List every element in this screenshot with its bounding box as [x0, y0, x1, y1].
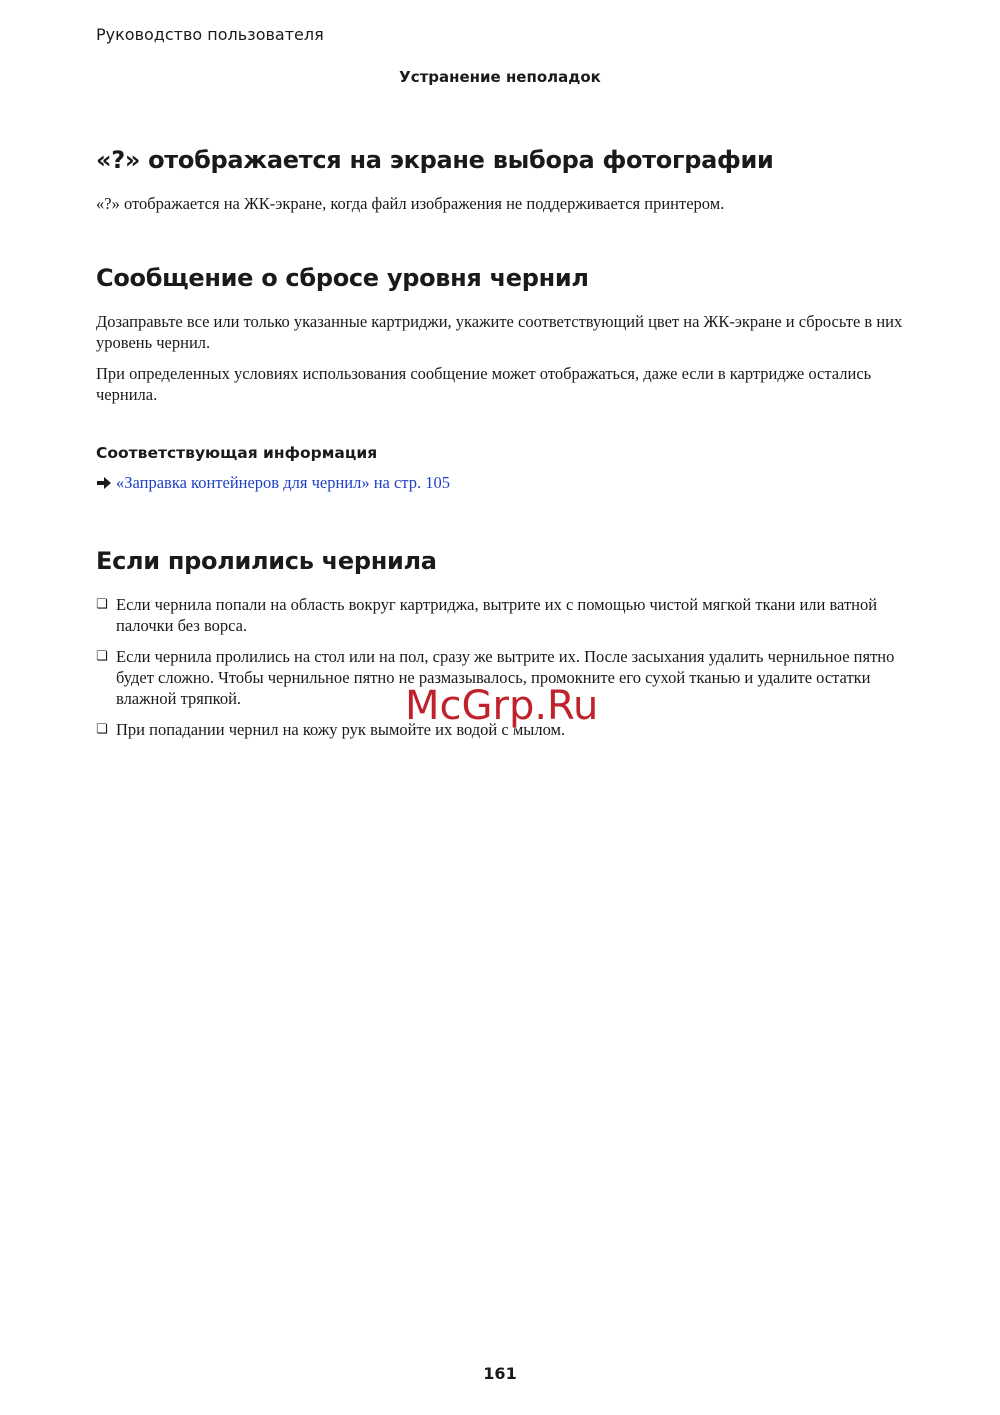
page-number: 161: [483, 1364, 517, 1383]
heading-ink-spill: Если пролились чернила: [96, 547, 437, 575]
page-content: [96, 143, 916, 750]
section-header: Устранение неполадок: [399, 68, 601, 86]
checkbox-icon: ❏: [96, 722, 108, 737]
list-item: [96, 594, 916, 636]
arrow-right-icon: [96, 475, 114, 491]
paragraph: При определенных условиях использования сообщение может отображаться, даже если в картридже остались чернила.: [96, 364, 872, 404]
heading-ink-reset: Сообщение о сбросе уровня чернил: [96, 264, 589, 292]
running-title: Руководство пользователя: [96, 25, 324, 44]
checkbox-icon: ❏: [96, 649, 108, 664]
watermark-logo: McGrp.Ru: [405, 683, 599, 729]
list-item-text: Если чернила попали на область вокруг картриджа, вытрите их с помощью чистой мягкой ткани или ватной палочки без ворса.: [116, 595, 878, 635]
related-link[interactable]: «Заправка контейнеров для чернил» на стр. 105: [116, 473, 450, 492]
list-item-text: Если чернила пролились на стол или на пол, сразу же вытрите их. После засыхания удалить чернильное пятно будет сложно. Чтобы чернильное пятно не размазывалось, промокните его сухой тканью и удалите остатки влажной тряпкой.: [116, 647, 895, 708]
paragraph: «?» отображается на ЖК-экране, когда файл изображения не поддерживается принтером.: [96, 194, 725, 213]
list-item-text: При попадании чернил на кожу рук вымойте их водой с мылом.: [116, 720, 566, 739]
heading-question-mark: «?» отображается на экране выбора фотографии: [96, 146, 774, 174]
related-link-row: [96, 472, 916, 493]
paragraph: Дозаправьте все или только указанные картриджи, укажите соответствующий цвет на ЖК-экране и сбросьте в них уровень чернил.: [96, 312, 903, 352]
related-info-title: Соответствующая информация: [96, 444, 378, 462]
checkbox-icon: ❏: [96, 597, 108, 612]
